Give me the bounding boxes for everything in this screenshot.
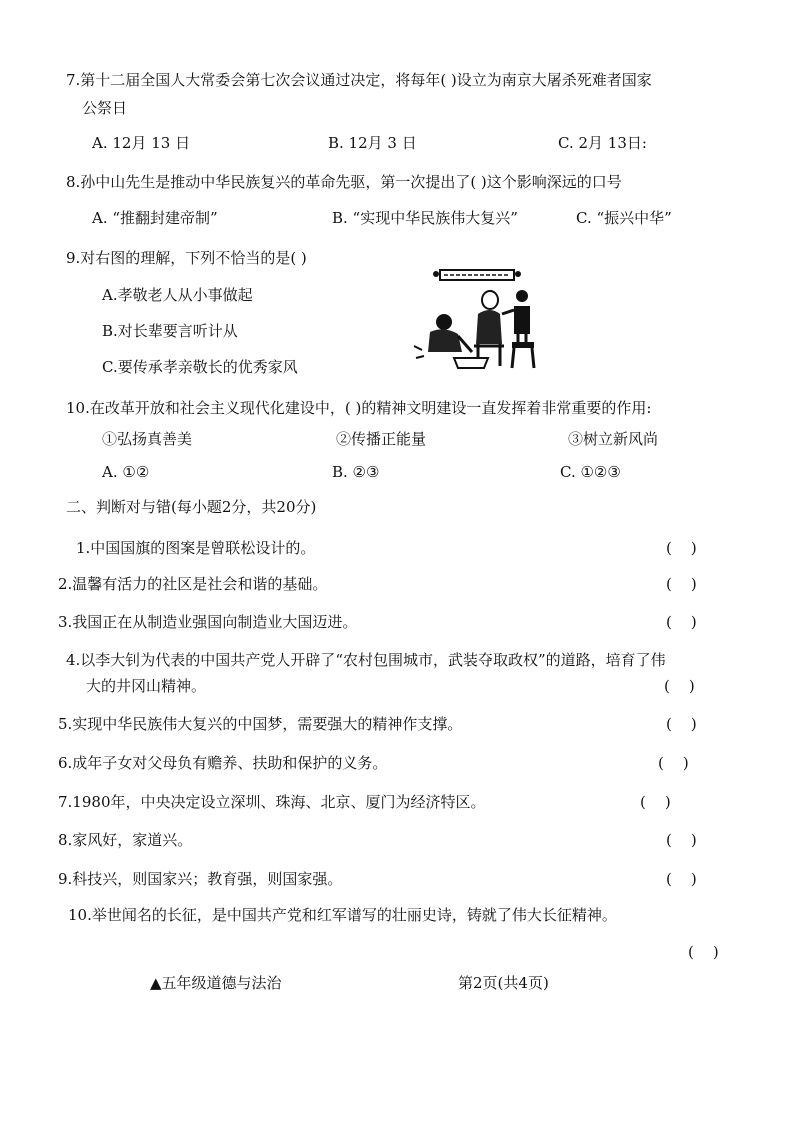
q7-stem-line1: 7.第十二届全国人大常委会第七次会议通过决定，将每年( )设立为南京大屠杀死难者国家 [66,71,652,89]
judgement-2-answer-blank[interactable]: ( ) [666,575,697,593]
q10-stem: 10.在改革开放和社会主义现代化建设中，( )的精神文明建设一直发挥着非常重要的作用: [66,399,652,417]
q10-item-2: ②传播正能量 [336,430,427,448]
q8-stem: 8.孙中山先生是推动中华民族复兴的革命先驱，第一次提出了( )这个影响深远的口号 [66,173,622,191]
q10-item-3: ③树立新风尚 [568,430,659,448]
q9-option-b[interactable]: B.对长辈要言听计从 [102,322,238,340]
q10-option-b[interactable]: B. ②③ [332,463,380,481]
q10-item-1: ①弘扬真善美 [102,430,193,448]
judgement-4-line2: 大的井冈山精神。 [86,677,207,695]
q9-option-a[interactable]: A.孝敬老人从小事做起 [102,286,253,304]
judgement-2: 2.温馨有活力的社区是社会和谐的基础。 [58,575,328,593]
judgement-8-answer-blank[interactable]: ( ) [666,831,697,849]
footer-page-number: 第2页(共4页) [458,974,549,992]
judgement-10: 10.举世闻名的长征，是中国共产党和红军谱写的壮丽史诗，铸就了伟大长征精神。 [68,906,617,924]
judgement-6-answer-blank[interactable]: ( ) [658,754,689,772]
q9-stem: 9.对右图的理解，下列不恰当的是( ) [66,249,307,267]
judgement-7-answer-blank[interactable]: ( ) [640,793,671,811]
q7-stem-line2: 公祭日 [82,99,128,117]
q8-option-a[interactable]: A. “推翻封建帝制” [92,209,218,227]
q7-option-a[interactable]: A. 12月 13 日 [92,134,191,152]
judgement-4-answer-blank[interactable]: ( ) [664,677,695,695]
q10-option-c[interactable]: C. ①②③ [560,463,621,481]
judgement-8: 8.家风好，家道兴。 [58,831,193,849]
footer-subject: ▲五年级道德与法治 [150,974,282,992]
basin-icon [454,358,488,368]
elderly-person-icon [474,291,504,366]
q9-option-c[interactable]: C.要传承孝亲敬长的优秀家风 [102,358,298,376]
judgement-7: 7.1980年，中央决定设立深圳、珠海、北京、厦门为经济特区。 [58,793,486,811]
standing-child-icon [502,290,534,368]
section2-title: 二、判断对与错(每小题2分，共20分) [66,498,317,516]
judgement-9-answer-blank[interactable]: ( ) [666,870,697,888]
q8-option-c[interactable]: C. “振兴中华” [576,209,672,227]
q10-option-a[interactable]: A. ①② [102,463,150,481]
judgement-4-line1: 4.以李大钊为代表的中国共产党人开辟了“农村包围城市，武装夺取政权”的道路，培育了伟 [66,651,666,669]
kneeling-child-icon [414,314,472,358]
q7-option-b[interactable]: B. 12月 3 日 [328,134,417,152]
q7-option-c[interactable]: C. 2月 13日: [558,134,647,152]
judgement-3: 3.我国正在从制造业强国向制造业大国迈进。 [58,613,358,631]
banner-icon [433,270,521,280]
judgement-5: 5.实现中华民族伟大复兴的中国梦，需要强大的精神作支撑。 [58,715,463,733]
judgement-1: 1.中国国旗的图案是曾联松设计的。 [76,539,316,557]
judgement-3-answer-blank[interactable]: ( ) [666,613,697,631]
judgement-10-answer-blank[interactable]: ( ) [688,943,719,961]
judgement-9: 9.科技兴，则国家兴；教育强，则国家强。 [58,870,343,888]
filial-piety-illustration [408,266,546,372]
judgement-5-answer-blank[interactable]: ( ) [666,715,697,733]
judgement-6: 6.成年子女对父母负有赡养、扶助和保护的义务。 [58,754,388,772]
q8-option-b[interactable]: B. “实现中华民族伟大复兴” [332,209,518,227]
judgement-1-answer-blank[interactable]: ( ) [666,539,697,557]
